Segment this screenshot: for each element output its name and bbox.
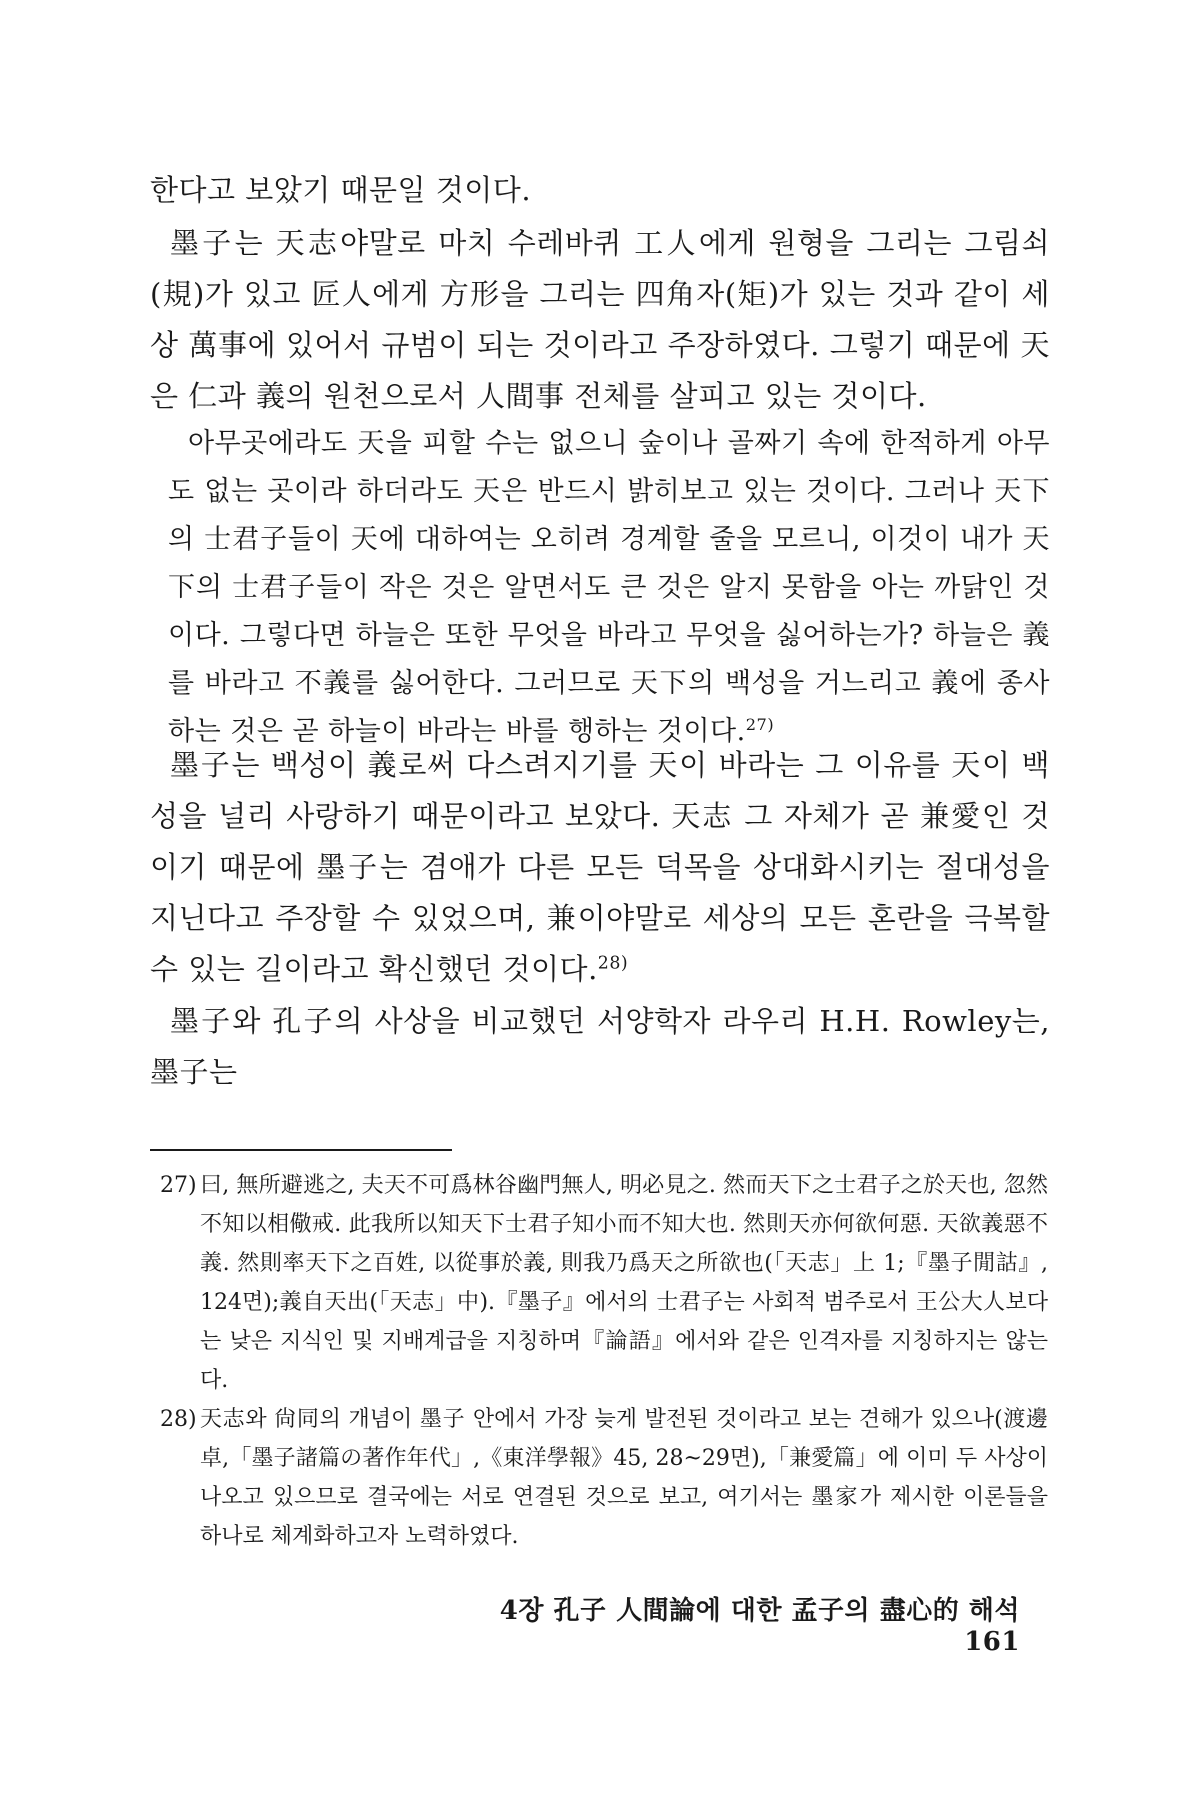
footnote-text: 天志와 尙同의 개념이 墨子 안에서 가장 늦게 발전된 것이라고 보는 견해가 있으나(渡邊卓,「墨子諸篇の著作年代」,《東洋學報》45, 28~29면),「兼愛篇」에 이미 두 사상이 나오고 있으므로 결국에는 서로 연결된 것으로 보고, 여기서는 墨家가 제시한 이론들을 하나로 체계화하고자 노력하였다. <box>200 1407 1048 1549</box>
footnote-number: 28) <box>160 1407 197 1432</box>
footnote-separator <box>150 1149 452 1151</box>
body-paragraph-3-text: 墨子는 백성이 義로써 다스려지기를 天이 바라는 그 이유를 天이 백성을 널리 사랑하기 때문이라고 보았다. 天志 그 자체가 곧 兼愛인 것이기 때문에 墨子는 겸애가 다른 모든 덕목을 상대화시키는 절대성을 지닌다고 주장할 수 있었으며, 兼이야말로 세상의 모든 혼란을 극복할 수 있는 길이라고 확신했던 것이다. <box>150 748 1050 986</box>
page-number: 161 <box>964 1627 1020 1657</box>
body-paragraph-2: 墨子는 天志야말로 마치 수레바퀴 工人에게 원형을 그리는 그림쇠(規)가 있고 匠人에게 方形을 그리는 四角자(矩)가 있는 것과 같이 세상 萬事에 있어서 규범이 되는 것이라고 주장하였다. 그렇기 때문에 天은 仁과 義의 원천으로서 人間事 전체를 살피고 있는 것이다. <box>150 226 1050 413</box>
running-footer <box>460 1590 1020 1657</box>
footnote-28 <box>160 1400 1048 1556</box>
footnote-ref-27: 27) <box>745 715 775 734</box>
footnote-ref-28: 28) <box>597 953 629 974</box>
footnote-number: 27) <box>160 1173 197 1198</box>
footnote-text: 曰, 無所避逃之, 夫天不可爲林谷幽門無人, 明必見之. 然而天下之士君子之於天也, 忽然不知以相儆戒. 此我所以知天下士君子知小而不知大也. 然則天亦何欲何惡. 天欲義惡不義. 然則率天下之百姓, 以從事於義, 則我乃爲天之所欲也(「天志」上 1;『墨子閒詁』, 124면);義自天出(「天志」中).『墨子』에서의 士君子는 사회적 범주로서 王公大人보다는 낮은 지식인 및 지배계급을 지칭하며『論語』에서와 같은 인격자를 지칭하지는 않는다. <box>200 1173 1048 1393</box>
chapter-title: 4장 孔子 人間論에 대한 孟子의 盡心的 해석 <box>499 1596 1020 1626</box>
block-quote <box>168 420 1050 756</box>
body-paragraph-1: 한다고 보았기 때문일 것이다. <box>150 173 532 207</box>
block-quote-text: 아무곳에라도 天을 피할 수는 없으니 숲이나 골짜기 속에 한적하게 아무도 없는 곳이라 하더라도 天은 반드시 밝히보고 있는 것이다. 그러나 天下의 士君子들이 天에 대하여는 오히려 경계할 줄을 모르니, 이것이 내가 天下의 士君子들이 작은 것은 알면서도 큰 것은 알지 못함을 아는 까닭인 것이다. 그렇다면 하늘은 또한 무엇을 바라고 무엇을 싫어하는가? 하늘은 義를 바라고 不義를 싫어한다. 그러므로 天下의 백성을 거느리고 義에 종사하는 것은 곧 하늘이 바라는 바를 행하는 것이다. <box>168 428 1050 747</box>
body-paragraph-4: 墨子와 孔子의 사상을 비교했던 서양학자 라우리 H.H. Rowley는, 墨子는 <box>150 1004 1050 1089</box>
body-paragraph-3 <box>150 740 1050 995</box>
footnote-27 <box>160 1166 1048 1400</box>
